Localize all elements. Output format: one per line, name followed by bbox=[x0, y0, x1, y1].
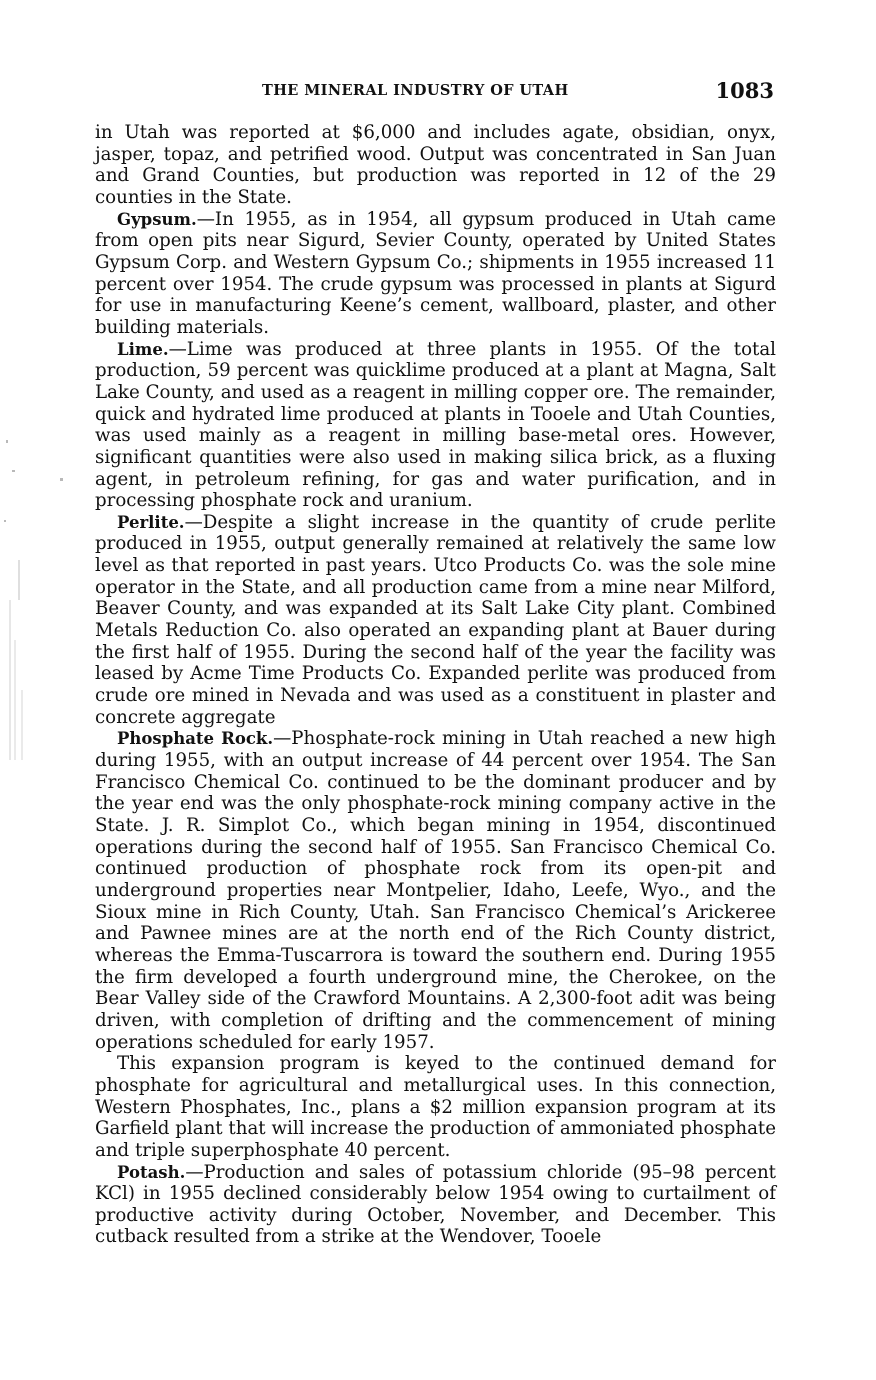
paragraph-phosphate-rock bbox=[95, 728, 776, 1053]
paragraph-text: —Production and sales of potassium chloride (95–98 percent KCl) in 1955 declined considerably below 1954 owing to curtailment of productive activity during October, November, and December. This cutback resulted from a strike at the Wendover, Tooele bbox=[95, 1161, 776, 1248]
paragraph-text: —In 1955, as in 1954, all gypsum produced in Utah came from open pits near Sigurd, Sevier County, operated by United States Gypsum Corp. and Western Gypsum Co.; shipments in 1955 increased 11 percent over 1954. The crude gypsum was processed in plants at Sigurd for use in manufacturing Keene’s cement, wallboard, plaster, and other building materials. bbox=[95, 208, 776, 338]
page-header bbox=[95, 78, 776, 108]
page-number: 1083 bbox=[715, 78, 774, 103]
paragraph-expansion-program bbox=[95, 1053, 776, 1161]
paragraph-text: in Utah was reported at $6,000 and includes agate, obsidian, onyx, jasper, topaz, and petrified wood. Output was concentrated in San Juan and Grand Counties, but production was reported in 12 of the 29 counties in the State. bbox=[95, 122, 776, 208]
paragraph-text: This expansion program is keyed to the continued demand for phosphate for agricultural and metallurgical uses. In this connection, Western Phosphates, Inc., plans a $2 million expansion program at its Garfield plant that will increase the production of ammoniated phosphate and triple superphosphate 40 percent. bbox=[95, 1053, 776, 1161]
paragraph-potash bbox=[95, 1162, 776, 1249]
section-heading-gypsum: Gypsum. bbox=[117, 209, 197, 229]
section-heading-perlite: Perlite. bbox=[117, 512, 185, 532]
paragraph-text: —Despite a slight increase in the quantity of crude perlite produced in 1955, output generally remained at relatively the same low level as that reported in past years. Utco Products Co. was the sole mine operator in the State, and all production came from a mine near Milford, Beaver County, and was expanded at its Salt Lake City plant. Combined Metals Reduction Co. also operated an expanding plant at Bauer during the first half of 1955. During the second half of the year the facility was leased by Acme Time Products Co. Expanded perlite was produced from crude ore mined in Nevada and was used as a constituent in plaster and concrete aggregate bbox=[95, 511, 776, 728]
scan-edge-marks bbox=[0, 0, 90, 1380]
paragraph-lime bbox=[95, 339, 776, 512]
section-heading-potash: Potash. bbox=[117, 1162, 186, 1182]
paragraph-text: —Lime was produced at three plants in 1955. Of the total production, 59 percent was quicklime produced at a plant at Magna, Salt Lake County, and used as a reagent in milling copper ore. The remainder, quick and hydrated lime produced at plants in Tooele and Utah Counties, was used mainly as a reagent in milling base-metal ores. However, significant quantities were also used in making silica brick, as a fluxing agent, in petroleum refining, for gas and water purification, and in processing phosphate rock and uranium. bbox=[95, 338, 776, 512]
running-head: THE MINERAL INDUSTRY OF UTAH bbox=[262, 82, 569, 99]
paragraph-gypsum bbox=[95, 209, 776, 339]
section-heading-lime: Lime. bbox=[117, 339, 169, 359]
paragraph-gem-stones-continued bbox=[95, 122, 776, 209]
paragraph-text: —Phosphate-rock mining in Utah reached a new high during 1955, with an output increase of 44 percent over 1954. The San Francisco Chemical Co. continued to be the dominant producer and by the year end was the only phosphate-rock mining company active in the State. J. R. Simplot Co., which began mining in 1954, discontinued operations during the second half of 1955. San Francisco Chemical Co. continued production of phosphate rock from its open-pit and underground properties near Montpelier, Idaho, Leefe, Wyo., and the Sioux mine in Rich County, Utah. San Francisco Chemical’s Arickeree and Pawnee mines are at the north end of the Rich County district, whereas the Emma-Tuscarrora is toward the southern end. During 1955 the firm developed a fourth underground mine, the Cherokee, on the Bear Valley side of the Crawford Mountains. A 2,300-foot adit was being driven, with completion of drifting and the commencement of mining operations scheduled for early 1957. bbox=[95, 728, 776, 1053]
document-page bbox=[95, 78, 776, 1248]
body-text bbox=[95, 122, 776, 1248]
paragraph-perlite bbox=[95, 512, 776, 729]
section-heading-phosphate-rock: Phosphate Rock. bbox=[117, 729, 274, 749]
